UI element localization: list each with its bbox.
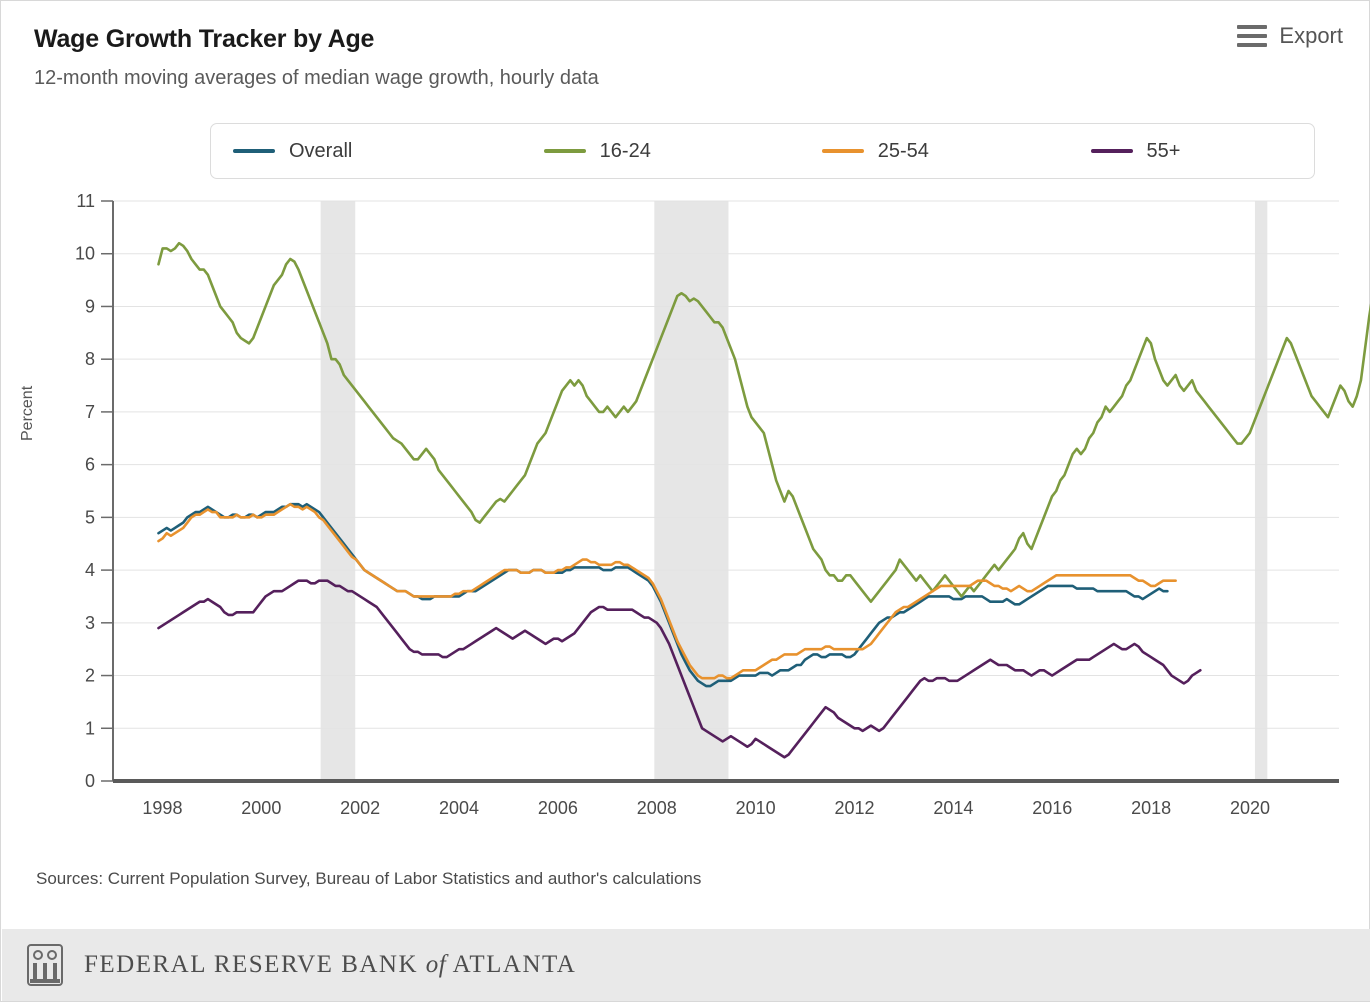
page-title: Wage Growth Tracker by Age <box>34 25 375 53</box>
legend-swatch-55-plus <box>1091 149 1133 153</box>
y-tick-label: 8 <box>84 349 95 370</box>
x-tick-label: 2014 <box>933 798 974 818</box>
x-tick-label: 2018 <box>1131 798 1172 818</box>
legend-swatch-25-54 <box>822 149 864 153</box>
brand-text-post: ATLANTA <box>452 951 577 978</box>
y-tick-label: 5 <box>84 507 95 528</box>
sources-note: Sources: Current Population Survey, Bureau of Labor Statistics and author's calculations <box>36 869 702 888</box>
brand-text-of: of <box>425 951 447 978</box>
legend-label-55-plus: 55+ <box>1146 139 1181 162</box>
y-tick-label: 4 <box>84 560 95 581</box>
hamburger-icon <box>1237 25 1267 47</box>
recession-band <box>321 201 356 781</box>
x-tick-label: 2006 <box>537 798 578 818</box>
recession-band <box>654 201 728 781</box>
legend-label-25-54: 25-54 <box>877 139 929 162</box>
y-axis-title: Percent <box>19 385 36 441</box>
x-tick-label: 2002 <box>340 798 381 818</box>
x-tick-label: 1998 <box>142 798 183 818</box>
federal-reserve-seal-icon <box>24 943 66 987</box>
brand-text <box>84 951 576 979</box>
chart-legend <box>210 123 1315 179</box>
y-tick-label: 9 <box>84 296 95 317</box>
chart-header <box>1 1 1370 111</box>
x-tick-label: 2000 <box>241 798 282 818</box>
legend-item-16-24[interactable] <box>522 124 800 178</box>
x-tick-label: 2012 <box>834 798 875 818</box>
y-tick-label: 2 <box>84 665 95 686</box>
export-button-label: Export <box>1279 23 1343 48</box>
y-tick-label: 3 <box>84 612 95 633</box>
x-tick-label: 2020 <box>1229 798 1271 818</box>
x-tick-label: 2004 <box>439 798 480 818</box>
brand-bar <box>2 929 1370 1001</box>
page-subtitle: 12-month moving averages of median wage growth, hourly data <box>34 67 599 89</box>
y-tick-label: 11 <box>76 191 95 211</box>
y-tick-label: 6 <box>84 454 95 475</box>
recession-band <box>1255 201 1267 781</box>
legend-swatch-overall <box>233 149 275 153</box>
legend-item-25-54[interactable] <box>800 124 1069 178</box>
line-chart-svg <box>1 186 1370 836</box>
export-button[interactable] <box>1237 23 1343 49</box>
brand-text-pre: FEDERAL RESERVE BANK <box>84 951 419 978</box>
legend-item-55-plus[interactable] <box>1069 124 1314 178</box>
legend-item-overall[interactable] <box>211 124 522 178</box>
legend-label-overall: Overall <box>289 139 353 162</box>
legend-label-16-24: 16-24 <box>599 139 651 162</box>
y-tick-label: 7 <box>84 401 95 422</box>
x-tick-label: 2010 <box>735 798 776 818</box>
chart-plot-area <box>1 186 1370 836</box>
x-tick-label: 2008 <box>636 798 677 818</box>
legend-swatch-16-24 <box>544 149 586 153</box>
y-tick-label: 0 <box>84 771 95 791</box>
y-tick-label: 10 <box>74 243 95 264</box>
y-tick-label: 1 <box>84 718 95 739</box>
x-tick-label: 2016 <box>1032 798 1073 818</box>
